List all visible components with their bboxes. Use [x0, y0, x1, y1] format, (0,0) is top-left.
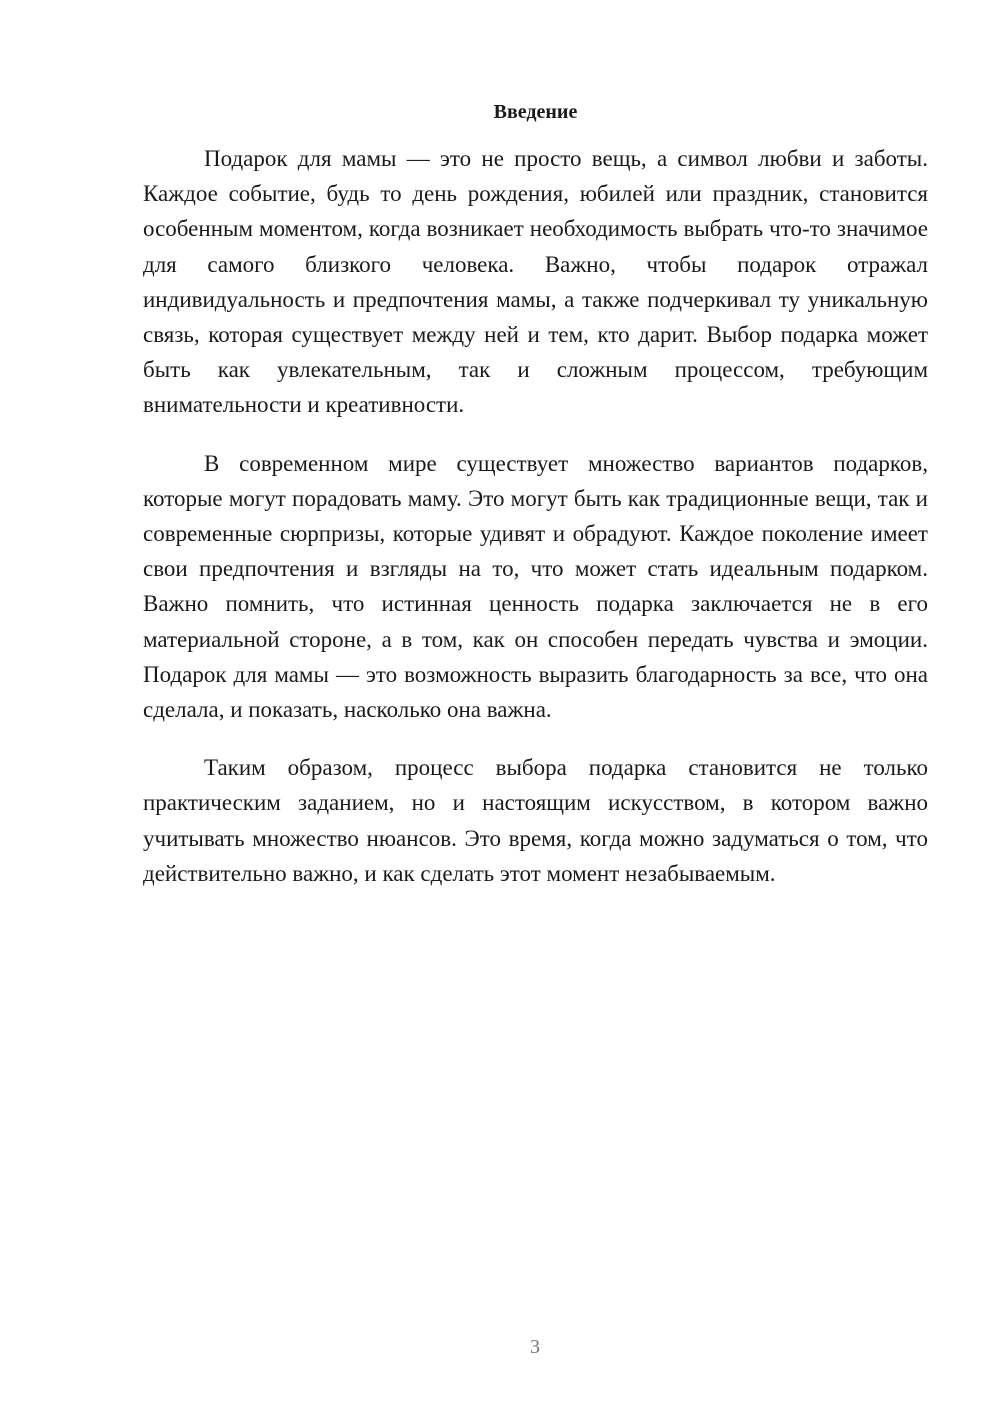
paragraph-3: Таким образом, процесс выбора подарка становится не только практическим заданием, но и настоящим искусством, в котором важно учитывать множество нюансов. Это время, когда можно задуматься о том, что действительно важно, и как сделать этот момент незабываемым.	[143, 755, 928, 886]
page-number: 3	[530, 1336, 540, 1358]
section-title: Введение	[493, 101, 578, 123]
paragraph-2: В современном мире существует множество вариантов подарков, которые могут порадовать маму. Это могут быть как традиционные вещи, так и современные сюрпризы, которые удивят и обрадуют. Каждое поколение имеет свои предпочтения и взгляды на то, что может стать идеальным подарком. Важно помнить, что истинная ценность подарка заключается не в его материальной стороне, а в том, как он способен передать чувства и эмоции. Подарок для мамы — это возможность выразить благодарность за все, что она сделала, и показать, насколько она важна.	[143, 450, 928, 723]
body-text	[143, 141, 928, 914]
paragraph-1: Подарок для мамы — это не просто вещь, а символ любви и заботы. Каждое событие, будь то день рождения, юбилей или праздник, становится особенным моментом, когда возникает необходимость выбрать что-то значимое для самого близкого человека. Важно, чтобы подарок отражал индивидуальность и предпочтения мамы, а также подчеркивал ту уникальную связь, которая существует между ней и тем, кто дарит. Выбор подарка может быть как увлекательным, так и сложным процессом, требующим внимательности и креативности.	[143, 146, 928, 418]
